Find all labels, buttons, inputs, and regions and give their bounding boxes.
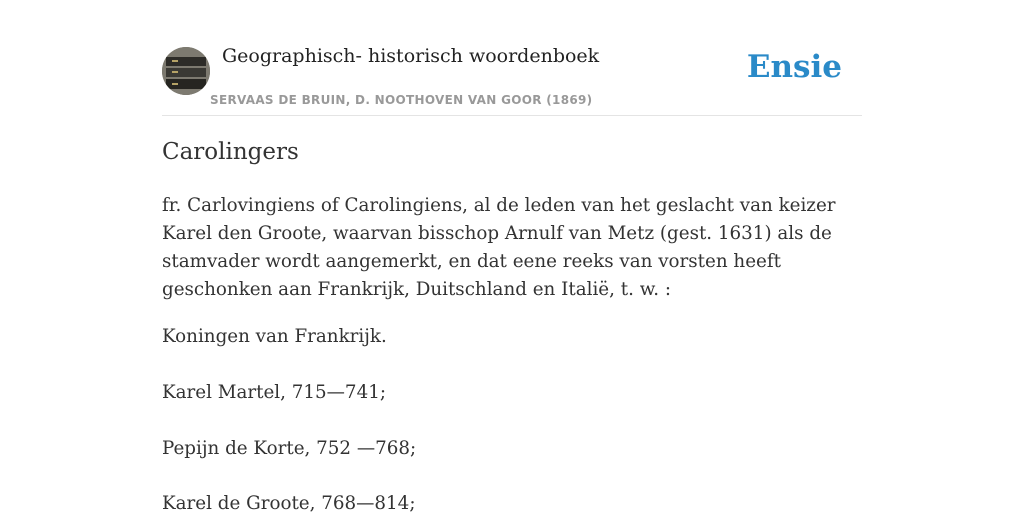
article-container	[162, 0, 862, 514]
entry-headword: Carolingers	[162, 139, 299, 165]
entry-definition: fr. Carlovingiens of Carolingiens, al de leden van het geslacht van keizer Karel den Groote, waarvan bisschop Arnulf van Metz (gest. 1631) als de stamvader wordt aangemerkt, en dat eene reeks van vorsten heeft geschonken aan Frankrijk, Duitschland en Italië, t. w. :	[162, 195, 836, 300]
entry-line: Karel de Groote, 768—814;	[162, 493, 416, 514]
book-cover-avatar[interactable]	[162, 47, 210, 95]
entry-line: Koningen van Frankrijk.	[162, 326, 387, 347]
entry-line: Karel Martel, 715—741;	[162, 382, 386, 403]
book-title[interactable]: Geographisch- historisch woordenboek	[222, 45, 600, 67]
book-header	[162, 0, 862, 116]
ensie-logo[interactable]: Ensie	[746, 49, 842, 85]
book-author: SERVAAS DE BRUIN, D. NOOTHOVEN VAN GOOR (1869)	[210, 93, 593, 107]
entry-line: Pepijn de Korte, 752 —768;	[162, 438, 417, 459]
